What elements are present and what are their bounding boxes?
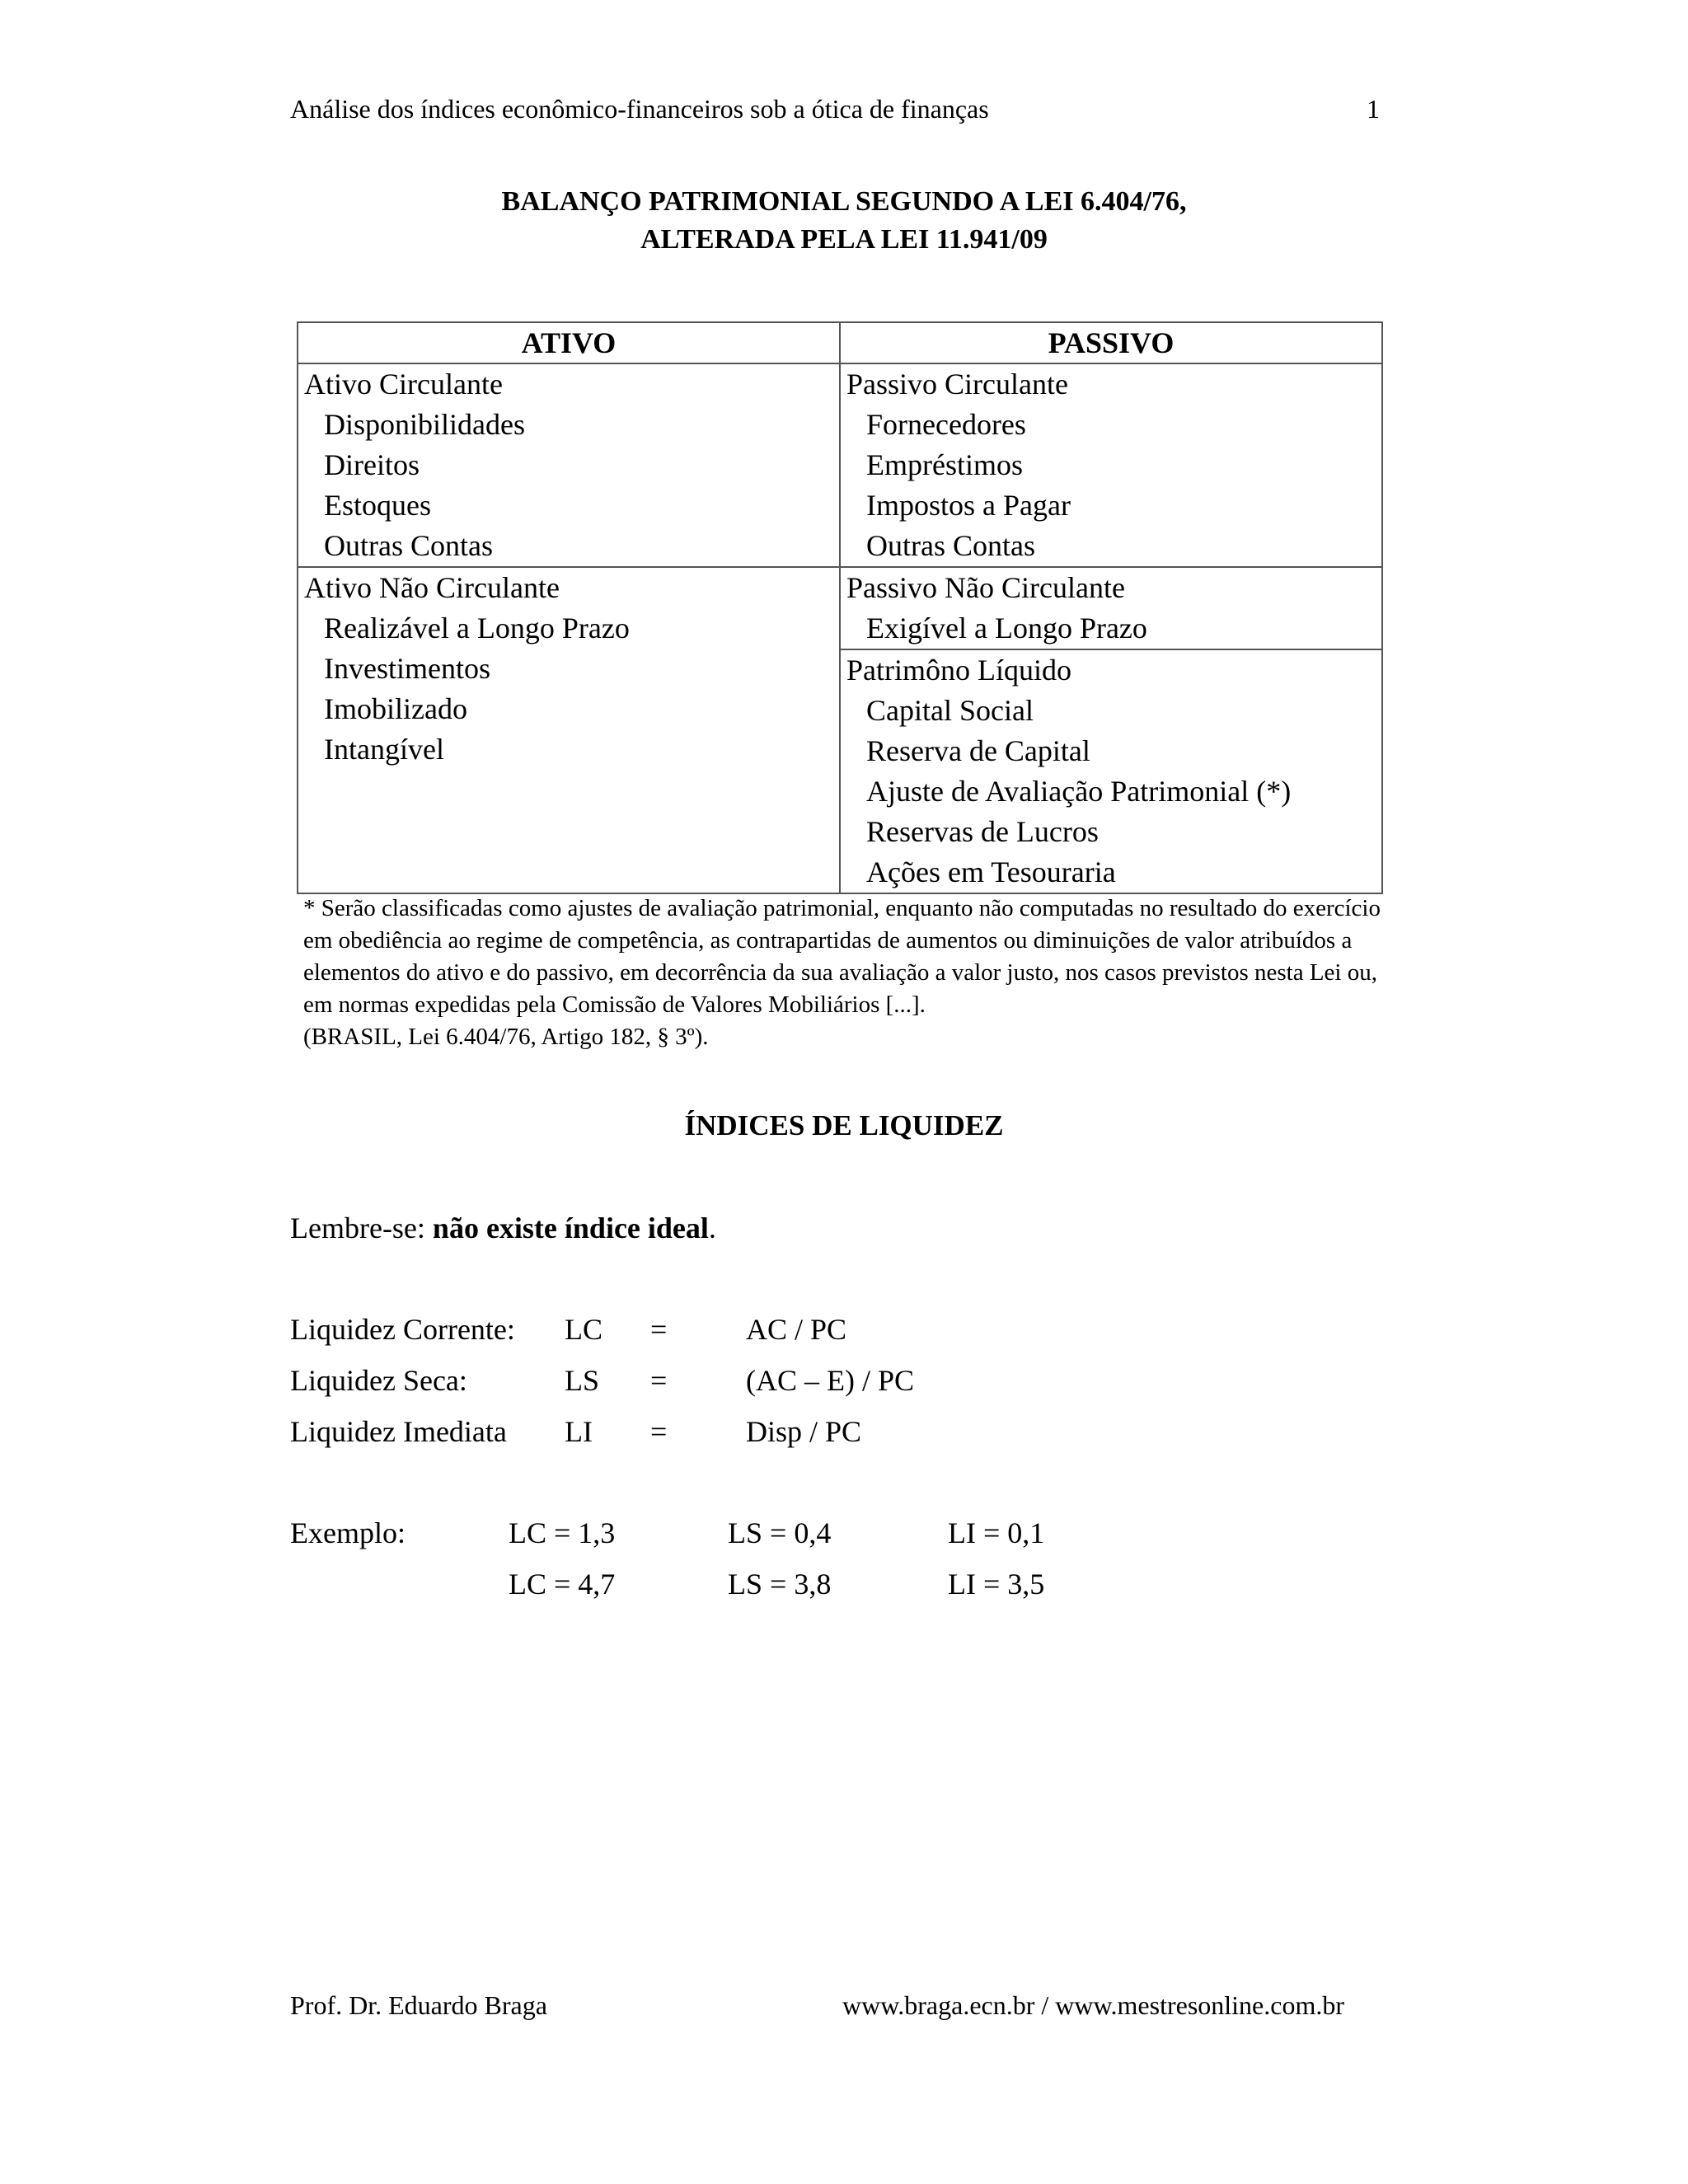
patrimonio-liquido-label: Patrimôno Líquido [846,654,1071,687]
list-item: Disponibilidades [324,408,525,441]
formula-equals: = [650,1415,668,1448]
passivo-circulante-cell [840,363,1382,567]
formula-name: Liquidez Corrente: [290,1313,515,1346]
formula-expression: AC / PC [746,1313,847,1346]
balance-sheet-table [297,321,1383,894]
footnote-citation: (BRASIL, Lei 6.404/76, Artigo 182, § 3º). [303,1024,709,1050]
list-item: Reservas de Lucros [866,815,1099,848]
list-item: Empréstimos [866,448,1023,481]
reminder-emphasis: não existe índice ideal [432,1212,709,1244]
passivo-nao-circulante-cell [840,567,1382,649]
running-header: Análise dos índices econômico-financeiros sob a ótica de finanças [290,94,989,124]
list-item: Exigível a Longo Prazo [866,612,1147,644]
example-ls: LS = 0,4 [728,1516,832,1549]
section-title: ÍNDICES DE LIQUIDEZ [684,1109,1004,1141]
footer-urls: www.braga.ecn.br / www.mestresonline.com.br [842,1990,1344,2020]
document-title [0,183,1688,259]
title-line-1: BALANÇO PATRIMONIAL SEGUNDO A LEI 6.404/76, [501,186,1187,217]
example-li: LI = 3,5 [948,1568,1045,1601]
formula-equals: = [650,1313,668,1346]
list-item: Direitos [324,448,420,481]
reminder-line [290,1210,716,1246]
list-item: Impostos a Pagar [866,489,1071,522]
formula-abbr: LI [565,1415,593,1448]
passivo-circulante-label: Passivo Circulante [846,368,1068,401]
formula-abbr: LC [565,1313,603,1346]
example-label: Exemplo: [290,1516,406,1549]
reminder-prefix: Lembre-se: [290,1212,433,1244]
title-line-2: ALTERADA PELA LEI 11.941/09 [640,224,1048,255]
example-ls: LS = 3,8 [728,1568,832,1601]
reminder-suffix: . [708,1212,716,1244]
ativo-nao-circulante-cell [298,567,840,893]
example-lc: LC = 1,3 [509,1516,616,1549]
formula-equals: = [650,1364,668,1397]
passivo-header: PASSIVO [840,322,1382,363]
list-item: Fornecedores [866,408,1026,441]
page-number: 1 [1367,94,1380,124]
formula-abbr: LS [565,1364,600,1397]
footer-author: Prof. Dr. Eduardo Braga [290,1990,547,2020]
table-row [298,567,1382,649]
patrimonio-liquido-cell [840,649,1382,893]
footnote-text: * Serão classificadas como ajustes de avaliação patrimonial, enquanto não computadas no resultado do exercício em obediência ao regime de competência, as contrapartidas de aumentos ou diminuições de valor atribuídos a elementos do ativo e do passivo, em decorrência da sua avaliação a valor justo, nos casos previstos nesta Lei ou, em normas expedidas pela Comissão de Valores Mobiliários [...]. [303,895,1381,1018]
formula-name: Liquidez Imediata [290,1415,507,1448]
passivo-nao-circulante-label: Passivo Não Circulante [846,571,1125,604]
list-item: Outras Contas [866,529,1035,562]
example-li: LI = 0,1 [948,1516,1045,1549]
formula-name: Liquidez Seca: [290,1364,467,1397]
list-item: Estoques [324,489,431,522]
list-item: Realizável a Longo Prazo [324,612,630,644]
list-item: Investimentos [324,652,490,685]
ativo-header: ATIVO [298,322,840,363]
ativo-circulante-cell [298,363,840,567]
ativo-circulante-label: Ativo Circulante [304,368,503,401]
list-item: Intangível [324,733,444,766]
list-item: Imobilizado [324,692,467,725]
table-row [298,363,1382,567]
table-header-row [298,322,1382,363]
footnote [303,893,1383,1053]
formula-expression: Disp / PC [746,1415,862,1448]
list-item: Outras Contas [324,529,493,562]
list-item: Reserva de Capital [866,734,1090,767]
ativo-nao-circulante-label: Ativo Não Circulante [304,571,560,604]
formula-expression: (AC – E) / PC [746,1364,915,1397]
list-item: Capital Social [866,694,1034,727]
example-lc: LC = 4,7 [509,1568,616,1601]
list-item: Ações em Tesouraria [866,855,1116,888]
list-item: Ajuste de Avaliação Patrimonial (*) [866,775,1292,808]
